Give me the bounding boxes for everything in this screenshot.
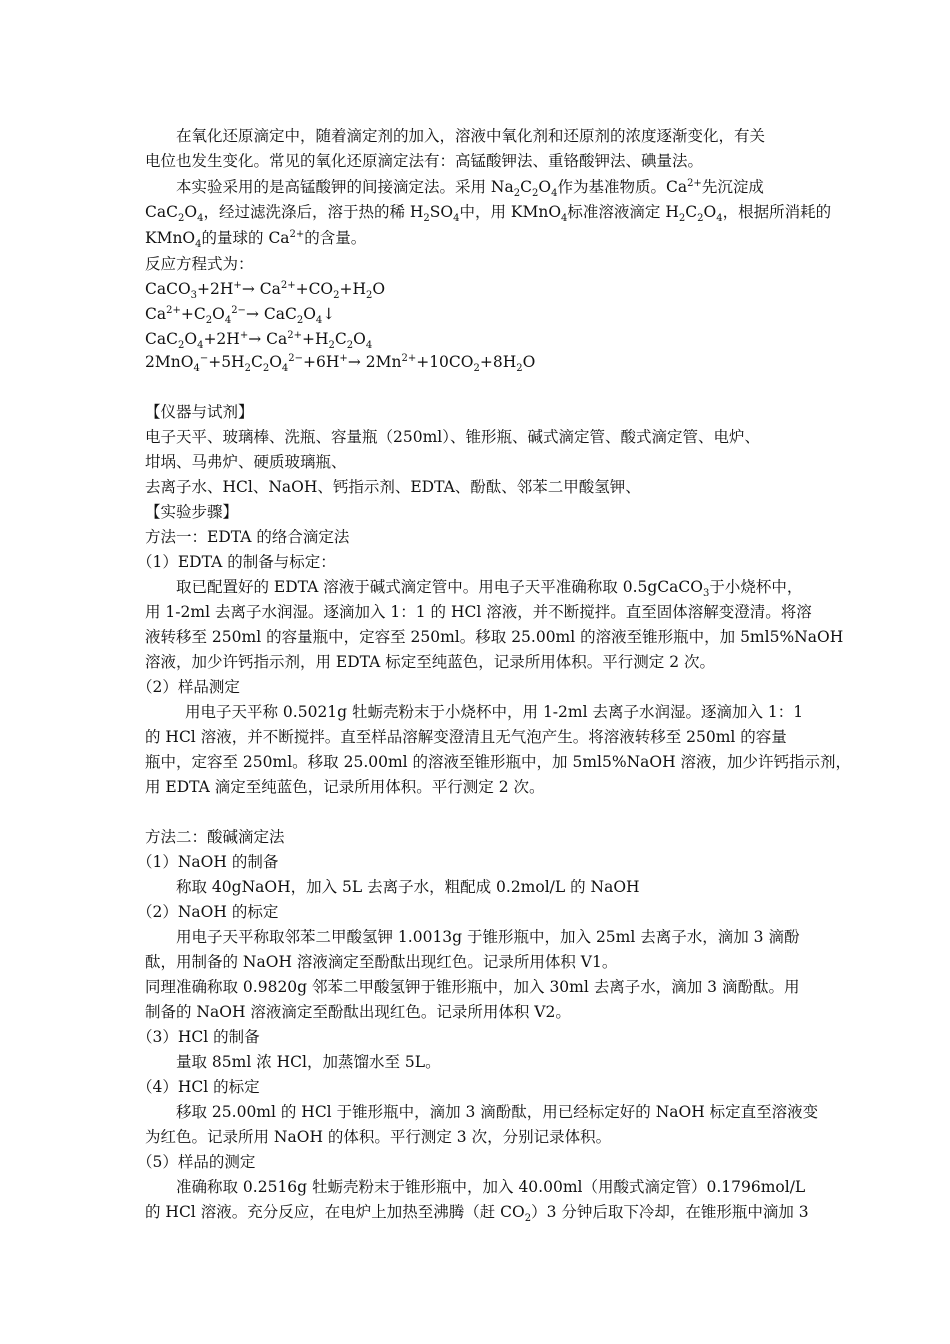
- step-text: 瓶中，定容至 250ml。移取 25.00ml 的溶液至锥形瓶中，加 5ml5%NaOH 溶液，加少许钙指示剂，: [145, 753, 852, 771]
- reagents-line: 去离子水、HCl、NaOH、钙指示剂、EDTA、酚酞、邻苯二甲酸氢钾、: [145, 478, 641, 496]
- method-1-title: 方法一：EDTA 的络合滴定法: [145, 528, 350, 546]
- intro-line: KMnO$_4$的量球的 $Ca^{2+}$的含量。: [145, 228, 367, 251]
- intro-line: 本实验采用的是高锰酸钾的间接滴定法。采用 $Na_2C_2O_4$作为基准物质。$Ca^{2+}$先沉淀成: [176, 177, 764, 200]
- step-heading: （4）HCl 的标定: [137, 1078, 260, 1096]
- step-text: 称取 40gNaOH，加入 5L 去离子水，粗配成 0.2mol/L 的 NaOH: [176, 878, 640, 896]
- instruments-heading: 【仪器与试剂】: [145, 403, 254, 421]
- equation-1: CaCO$_3$+2H+→ $Ca^{2+}+CO_2+H_2O$: [145, 279, 386, 302]
- step-text: 准确称取 0.2516g 牡蛎壳粉末于锥形瓶中，加入 40.00ml（用酸式滴定管）0.1796mol/L: [176, 1178, 806, 1196]
- step-heading: （5）样品的测定: [137, 1153, 256, 1171]
- step-text: 液转移至 250ml 的容量瓶中，定容至 250ml。移取 25.00ml 的溶液至锥形瓶中，加 5ml5%NaOH: [145, 628, 844, 646]
- method-2-title: 方法二：酸碱滴定法: [145, 828, 285, 846]
- step-heading: （2）样品测定: [137, 678, 240, 696]
- step-text: 溶液，加少许钙指示剂，用 EDTA 标定至纯蓝色，记录所用体积。平行测定 2 次。: [145, 653, 715, 671]
- intro-line: 电位也发生变化。常见的氧化还原滴定法有：高锰酸钾法、重铬酸钾法、碘量法。: [145, 152, 704, 170]
- step-text: 用 1-2ml 去离子水润湿。逐滴加入 1：1 的 HCl 溶液，并不断搅拌。直至固体溶解变澄清。将溶: [145, 603, 812, 621]
- instruments-line: 电子天平、玻璃棒、洗瓶、容量瓶（250ml）、锥形瓶、碱式滴定管、酸式滴定管、电炉、: [145, 428, 760, 446]
- step-text: 用电子天平称 0.5021g 牡蛎壳粉末于小烧杯中，用 1-2ml 去离子水润湿。逐滴加入 1：1: [185, 703, 804, 721]
- equation-4: $2MnO_4^-+5H_2C_2O_4^{2-}+6H^+\to 2Mn^{2+}+10CO_2+8H_2O$: [145, 352, 536, 375]
- step-text: 取已配置好的 EDTA 溶液于碱式滴定管中。用电子天平准确称取 0.5gCaCO$_3$于小烧杯中，: [176, 578, 803, 600]
- step-text: 同理准确称取 0.9820g 邻苯二甲酸氢钾于锥形瓶中，加入 30ml 去离子水，滴加 3 滴酚酞。用: [145, 978, 800, 996]
- step-heading: （1）EDTA 的制备与标定：: [137, 553, 336, 571]
- step-text: 酞，用制备的 NaOH 溶液滴定至酚酞出现红色。记录所用体积 V1。: [145, 953, 618, 971]
- step-text: 的 HCl 溶液，并不断搅拌。直至样品溶解变澄清且无气泡产生。将溶液转移至 250ml 的容量: [145, 728, 787, 746]
- intro-line: $CaC_2O_4$，经过滤洗涤后，溶于热的稀 $H_2SO_4$中，用 KMnO$_4$标准溶液滴定 $H_2C_2O_4$，根据所消耗的: [145, 203, 832, 225]
- step-text: 制备的 NaOH 溶液滴定至酚酞出现红色。记录所用体积 V2。: [145, 1003, 571, 1021]
- intro-line: 在氧化还原滴定中，随着滴定剂的加入，溶液中氧化剂和还原剂的浓度逐渐变化，有关: [176, 127, 766, 145]
- step-heading: （1）NaOH 的制备: [137, 853, 279, 871]
- equation-3: $CaC_2O_4+2H^+\to Ca^{2+}+H_2C_2O_4$: [145, 329, 373, 352]
- step-text: 移取 25.00ml 的 HCl 于锥形瓶中，滴加 3 滴酚酞，用已经标定好的 NaOH 标定直至溶液变: [176, 1103, 819, 1121]
- step-heading: （2）NaOH 的标定: [137, 903, 279, 921]
- instruments-line: 坩埚、马弗炉、硬质玻璃瓶、: [145, 453, 347, 471]
- step-text: 为红色。记录所用 NaOH 的体积。平行测定 3 次，分别记录体积。: [145, 1128, 612, 1146]
- step-text: 量取 85ml 浓 HCl，加蒸馏水至 5L。: [176, 1053, 441, 1071]
- steps-heading: 【实验步骤】: [145, 503, 239, 521]
- step-text: 的 HCl 溶液。充分反应，在电炉上加热至沸腾（赶 $CO_2)3$ 分钟后取下冷却，在锥形瓶中滴加 3: [145, 1203, 809, 1225]
- step-text: 用 EDTA 滴定至纯蓝色，记录所用体积。平行测定 2 次。: [145, 778, 545, 796]
- step-text: 用电子天平称取邻苯二甲酸氢钾 1.0013g 于锥形瓶中，加入 25ml 去离子水，滴加 3 滴酚: [176, 928, 800, 946]
- step-heading: （3）HCl 的制备: [137, 1028, 260, 1046]
- equation-2: $Ca^{2+}+C_2O_4^{2-}\to$ $CaC_2O_4↓$: [145, 304, 336, 327]
- equation-title: 反应方程式为：: [145, 255, 254, 273]
